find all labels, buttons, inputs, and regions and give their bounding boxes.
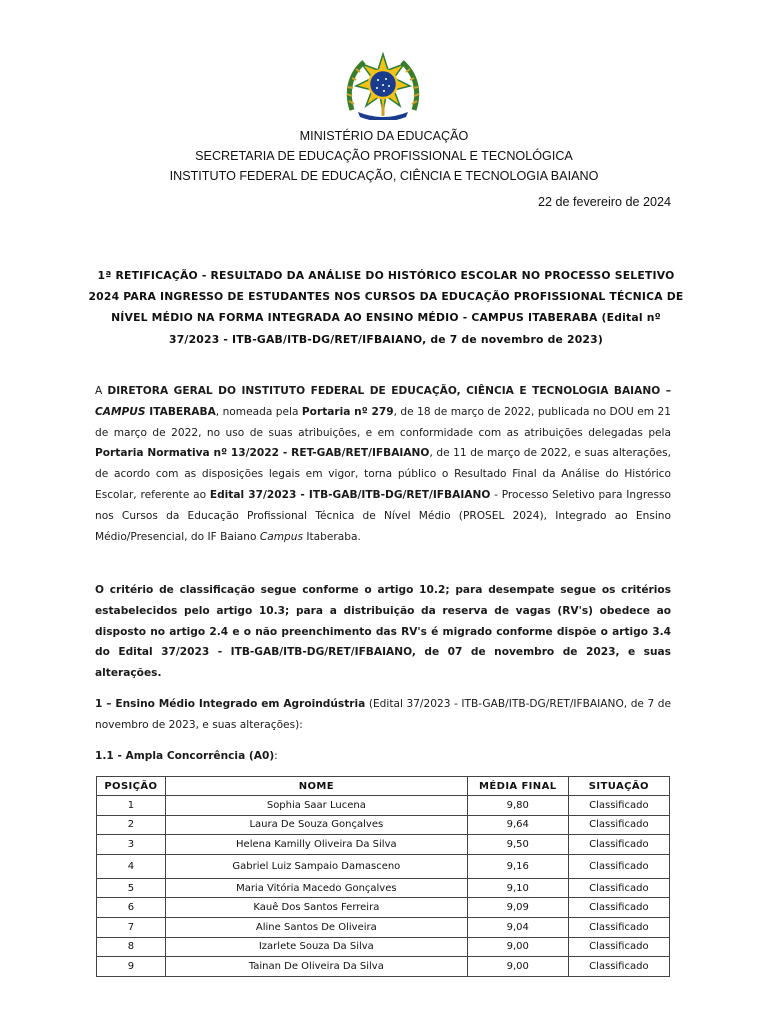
col-name-header: NOME	[165, 777, 467, 796]
col-position-header: POSIÇÃO	[97, 777, 166, 796]
coat-of-arms-icon	[344, 52, 422, 120]
institution-header	[0, 126, 768, 186]
status-cell: Classificado	[568, 917, 669, 937]
table-row	[97, 937, 670, 957]
section-heading: 1 – Ensino Médio Integrado em Agroindústria (Edital 37/2023 - ITB-GAB/ITB-DG/RET/IFBAIANO, de 7 de novembro de 2023, e suas alterações):	[95, 698, 671, 731]
institute-line: INSTITUTO FEDERAL DE EDUCAÇÃO, CIÊNCIA E TECNOLOGIA BAIANO	[169, 169, 599, 183]
status-cell: Classificado	[568, 815, 669, 835]
name-cell: Maria Vitória Macedo Gonçalves	[165, 878, 467, 898]
name-cell: Gabriel Luiz Sampaio Damasceno	[165, 854, 467, 878]
status-cell: Classificado	[568, 835, 669, 855]
table-row	[97, 815, 670, 835]
position-cell: 4	[97, 854, 166, 878]
grade-cell: 9,64	[467, 815, 568, 835]
name-cell: Kauê Dos Santos Ferreira	[165, 898, 467, 918]
status-cell: Classificado	[568, 898, 669, 918]
position-cell: 6	[97, 898, 166, 918]
status-cell: Classificado	[568, 957, 669, 977]
document-title: 1ª RETIFICAÇÃO - RESULTADO DA ANÁLISE DO HISTÓRICO ESCOLAR NO PROCESSO SELETIVO 2024 PARA INGRESSO DE ESTUDANTES NOS CURSOS DA EDUCAÇÃO PROFISSIONAL TÉCNICA DE NÍVEL MÉDIO NA FORMA INTEGRADA AO ENSINO MÉDIO - CAMPUS ITABERABA (Edital nº 37/2023 - ITB-GAB/ITB-DG/RET/IFBAIANO, de 7 de novembro de 2023)	[88, 269, 684, 346]
document-date: 22 de fevereiro de 2024	[537, 195, 671, 209]
table-row	[97, 854, 670, 878]
table-row	[97, 957, 670, 977]
subsection-heading: 1.1 - Ampla Concorrência (A0):	[95, 750, 278, 762]
grade-cell: 9,09	[467, 898, 568, 918]
secretariat-line: SECRETARIA DE EDUCAÇÃO PROFISSIONAL E TECNOLÓGICA	[195, 149, 573, 163]
grade-cell: 9,80	[467, 796, 568, 816]
table-header-row	[97, 777, 670, 796]
position-cell: 1	[97, 796, 166, 816]
col-status-header: SITUAÇÃO	[568, 777, 669, 796]
results-table	[96, 776, 670, 977]
name-cell: Izarlete Souza Da Silva	[165, 937, 467, 957]
status-cell: Classificado	[568, 937, 669, 957]
grade-cell: 9,10	[467, 878, 568, 898]
name-cell: Aline Santos De Oliveira	[165, 917, 467, 937]
name-cell: Tainan De Oliveira Da Silva	[165, 957, 467, 977]
grade-cell: 9,50	[467, 835, 568, 855]
col-grade-header: MÉDIA FINAL	[467, 777, 568, 796]
position-cell: 2	[97, 815, 166, 835]
criteria-paragraph: O critério de classificação segue conforme o artigo 10.2; para desempate segue os critérios estabelecidos pelo artigo 10.3; para a distribuição da reserva de vagas (RV's) obedece ao disposto no artigo 2.4 e o não preenchimento das RV's é migrado conforme dispõe o artigo 3.4 do Edital 37/2023 - ITB-GAB/ITB-DG/RET/IFBAIANO, de 07 de novembro de 2023, e suas alterações.	[95, 584, 671, 680]
intro-paragraph: A DIRETORA GERAL DO INSTITUTO FEDERAL DE EDUCAÇÃO, CIÊNCIA E TECNOLOGIA BAIANO – CAMPUS ITABERABA, nomeada pela Portaria nº 279, de 18 de março de 2022, publicada no DOU em 21 de março de 2022, no uso de suas atribuições, e em conformidade com as atribuições delegadas pela Portaria Normativa nº 13/2022 - RET-GAB/RET/IFBAIANO, de 11 de março de 2022, e suas alterações, de acordo com as disposições legais em vigor, torna público o Resultado Final da Análise do Histórico Escolar, referente ao Edital 37/2023 - ITB-GAB/ITB-DG/RET/IFBAIANO - Processo Seletivo para Ingresso nos Cursos da Educação Profissional Técnica de Nível Médio (PROSEL 2024), Integrado ao Ensino Médio/Presencial, do IF Baiano Campus Itaberaba.	[95, 385, 671, 543]
table-row	[97, 835, 670, 855]
position-cell: 8	[97, 937, 166, 957]
position-cell: 5	[97, 878, 166, 898]
grade-cell: 9,00	[467, 957, 568, 977]
table-row	[97, 796, 670, 816]
status-cell: Classificado	[568, 878, 669, 898]
grade-cell: 9,16	[467, 854, 568, 878]
status-cell: Classificado	[568, 796, 669, 816]
position-cell: 3	[97, 835, 166, 855]
ministry-line: MINISTÉRIO DA EDUCAÇÃO	[299, 129, 469, 143]
status-cell: Classificado	[568, 854, 669, 878]
table-row	[97, 917, 670, 937]
name-cell: Sophia Saar Lucena	[165, 796, 467, 816]
position-cell: 9	[97, 957, 166, 977]
table-row	[97, 898, 670, 918]
table-row	[97, 878, 670, 898]
position-cell: 7	[97, 917, 166, 937]
name-cell: Laura De Souza Gonçalves	[165, 815, 467, 835]
grade-cell: 9,00	[467, 937, 568, 957]
name-cell: Helena Kamilly Oliveira Da Silva	[165, 835, 467, 855]
grade-cell: 9,04	[467, 917, 568, 937]
